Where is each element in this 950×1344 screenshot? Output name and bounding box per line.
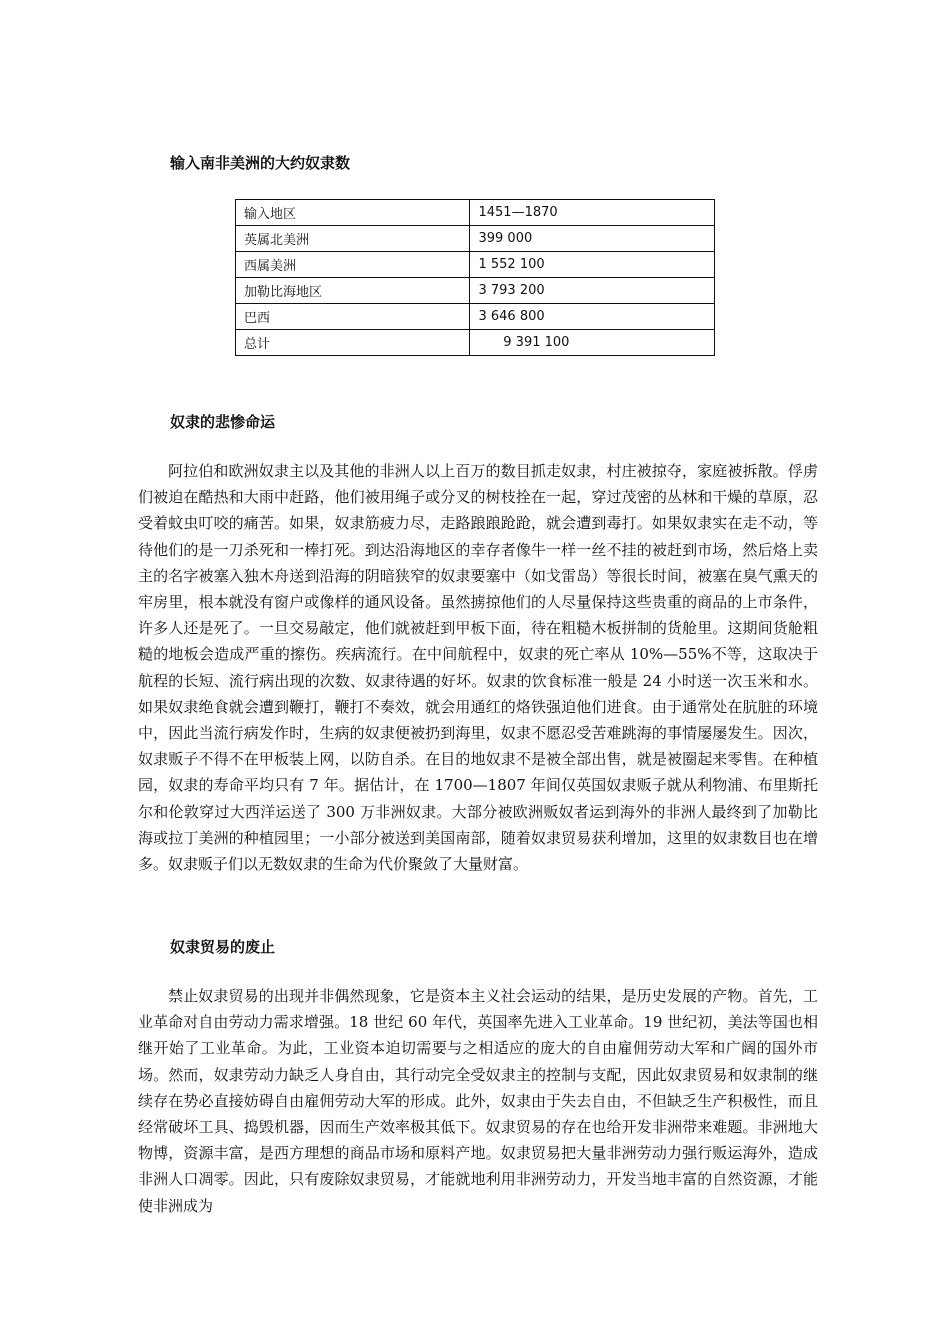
table-cell-region: 巴西 xyxy=(236,304,470,330)
table-row xyxy=(236,304,715,330)
body-paragraph: 禁止奴隶贸易的出现并非偶然现象，它是资本主义社会运动的结果，是历史发展的产物。首先，工业革命对自由劳动力需求增强。18 世纪 60 年代，英国率先进入工业革命。19 世纪初，美法等国也相继开始了工业革命。为此，工业资本迫切需要与之相适应的庞大的自由雇佣劳动大军和广阔的国外市场。然而，奴隶劳动力缺乏人身自由，其行动完全受奴隶主的控制与支配，因此奴隶贸易和奴隶制的继续存在势必直接妨碍自由雇佣劳动大军的形成。此外，奴隶由于失去自由，不但缺乏生产积极性，而且经常破坏工具、捣毁机器，因而生产效率极其低下。奴隶贸易的存在也给开发非洲带来难题。非洲地大物博，资源丰富，是西方理想的商品市场和原料产地。奴隶贸易把大量非洲劳动力强行贩运海外，造成非洲人口凋零。因此，只有废除奴隶贸易，才能就地利用非洲劳动力，开发当地丰富的自然资源，才能使非洲成为 xyxy=(138,987,818,1215)
table-header-cell: 输入地区 xyxy=(236,200,470,226)
section-title-slave-imports: 输入南非美洲的大约奴隶数 xyxy=(170,154,351,172)
section-title-trade-abolition: 奴隶贸易的废止 xyxy=(170,938,276,956)
table-cell-region: 加勒比海地区 xyxy=(236,278,470,304)
table-cell-count: 9 391 100 xyxy=(470,330,715,356)
table-cell-region: 英属北美洲 xyxy=(236,226,470,252)
table-cell-count: 3 646 800 xyxy=(470,304,715,330)
table-row xyxy=(236,278,715,304)
table-cell-region: 总计 xyxy=(236,330,470,356)
table-cell-region: 西属美洲 xyxy=(236,252,470,278)
table-row xyxy=(236,252,715,278)
table-row xyxy=(236,226,715,252)
table-header-cell: 1451—1870 xyxy=(470,200,715,226)
table-cell-count: 399 000 xyxy=(470,226,715,252)
section-title-slave-fate: 奴隶的悲惨命运 xyxy=(170,413,276,431)
table-header-row xyxy=(236,200,715,226)
body-paragraph: 阿拉伯和欧洲奴隶主以及其他的非洲人以上百万的数目抓走奴隶，村庄被掠夺，家庭被拆散。俘虏们被迫在酷热和大雨中赶路，他们被用绳子或分叉的树枝拴在一起，穿过茂密的丛林和干燥的草原，忍受着蚊虫叮咬的痛苦。如果，奴隶筋疲力尽，走路踉踉跄跄，就会遭到毒打。如果奴隶实在走不动，等待他们的是一刀杀死和一棒打死。到达沿海地区的幸存者像牛一样一丝不挂的被赶到市场，然后烙上卖主的名字被塞入独木舟送到沿海的阴暗狭窄的奴隶要塞中（如戈雷岛）等很长时间，被塞在臭气熏天的牢房里，根本就没有窗户或像样的通风设备。虽然掳掠他们的人尽量保持这些贵重的商品的上市条件，许多人还是死了。一旦交易敲定，他们就被赶到甲板下面，待在粗糙木板拼制的货舱里。这期间货舱粗糙的地板会造成严重的擦伤。疾病流行。在中间航程中，奴隶的死亡率从 10%—55%不等，这取决于航程的长短、流行病出现的次数、奴隶待遇的好坏。奴隶的饮食标准一般是 24 小时送一次玉米和水。如果奴隶绝食就会遭到鞭打，鞭打不奏效，就会用通红的烙铁强迫他们进食。由于通常处在肮脏的环境中，因此当流行病发作时，生病的奴隶便被扔到海里，奴隶不愿忍受苦难跳海的事情屡屡发生。因次，奴隶贩子不得不在甲板装上网，以防自杀。在目的地奴隶不是被全部出售，就是被圈起来零售。在种植园，奴隶的寿命平均只有 7 年。据估计，在 1700—1807 年间仅英国奴隶贩子就从利物浦、布里斯托尔和伦敦穿过大西洋运送了 300 万非洲奴隶。大部分被欧洲贩奴者运到海外的非洲人最终到了加勒比海或拉丁美洲的种植园里；一小部分被送到美国南部，随着奴隶贸易获利增加，这里的奴隶数目也在增多。奴隶贩子们以无数奴隶的生命为代价聚敛了大量财富。 xyxy=(138,462,818,874)
slave-imports-table xyxy=(235,199,715,356)
table-total-row xyxy=(236,330,715,356)
table-cell-count: 1 552 100 xyxy=(470,252,715,278)
table-cell-count: 3 793 200 xyxy=(470,278,715,304)
